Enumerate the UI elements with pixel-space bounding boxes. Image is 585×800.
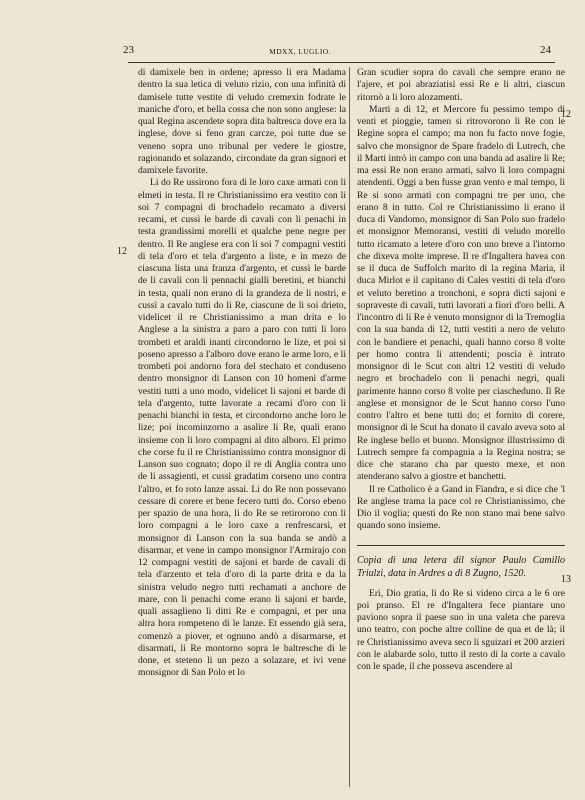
paragraph: Li do Re ussirono fora di le loro caxe armati con li elmeti in testa. Il re Christianissimo era vestito con li soi 7 compagni di brochadelo recamato a diversi recami, et cussì le barde di cavali con li penachi in testa grandissimi morelli et qualche pene negre per dentro. Il Re anglese era con li soi 7 compagni vestiti di tela d'oro et tela d'argento a liste, e in mezo de ciascuna lista una franza d'argento, et cussì le barde de li cavali con li pennachi gialli beretini, et bianchi in testa, quali non erano di la grandeza de li nostri, e cussì a cavalo tutti do li Re, ciascune de li soi drieto, videlicet il re Christianissimo a man drita e lo Anglese a la sinistra a paro a paro con tutti li loro trombeti et araldi inanti circondorno le lize, et poi si poseno apresso a l'alboro dove erano le arme loro, e li trombeti poi andorno fora del stechato et conduseno dentro monsignor di Lanson con 10 homeni d'arme vestiti tutti a uno modo, videlicet li sajoni et barde di tela d'argento, tutte lavorate a recami d'oro con li penachi bianchi in testa, et circondorno anche loro le lize; poi incominzorno a asalire li Re, quali erano insieme con li loro compagni al dito alboro. El primo che corse fu il re Christianissimo contra monsignor di Lanson suo cognato; dopo il re di Anglia contra uno de li assagienti, et cussì gradatim corseno uno contra l'altro, et fo roto lanze assai. Li do Re non possevano cessare di corere et bene fecero tutti do. Corso ebeno per spazio de una hora, li do Re se retirorono con li loro compagni a le loro caxe a renfrescarsi, et monsignor di Lanson con la sua banda se andò a disarmar, et vene in campo monsignor l'Armirajo con 12 compagni vestiti de sajoni et barde de cavali di tela d'arzento et tela d'oro di la parte drita e da la sinistra veludo negro tutti rechamati a anchore de mare, con li penachi come erano li sajoni et barde, quali assaglieno li ditti Re e compagni, et per una altra hora rompeteno di le lanze. Et essendo già sera, comenzò a piover, et ognuno andò a disarmarse, et disarmati, li Re montorno sopra le baltresche di le done, et steteno li un pezo a solazare, et ivi vene monsignor di San Polo et lo [138,177,346,679]
header-rule [128,62,555,63]
left-column [138,67,346,680]
margin-number-right-bottom: 13 [561,574,571,585]
paragraph: Gran scudier sopra do cavali che sempre erano ne l'ajere, et poi abraziatisi essi Re e li altri, ciascun ritornò a li loro alozamenti. [357,67,565,103]
margin-number-right-top: 12 [561,109,571,120]
right-column [357,67,565,673]
column-divider [349,67,350,787]
paragraph: di damixele ben in ordene; apresso li era Madama dentro la sua letica di veluto rizio, con una infinità di damisele tutte vestite di veludo cremexin fodrate le maniche d'oro, et bella cossa che non sono anglese: la qual Regina ascendete sopra dita baltresca dove era la inglese, dove si feno gran carcze, poi tutte due se veneno sopra uno tribunal per vedere le giostre, ragionando et solazando, circondate da gran signori et damixele favorite. [138,67,346,176]
page-number-left: 23 [123,44,134,56]
page-number-right: 24 [540,44,551,56]
letter-heading: Copia di una letera dil signor Paulo Camillo Triulzi, data in Ardres a dì 8 Zugno, 1520. [357,545,565,580]
margin-number-left: 12 [117,246,127,257]
paragraph: Eri, Dio gratia, li do Re si videno circa a le 6 ore poi pranso. El re d'Ingaltera fece piantare uno paviono sopra il paese suo in una valeta che pareva uno teatro, con poche altre colline de qua et de là; il re Christianissimo aveva seco li sguizari et 200 arzieri con le alabarde solo, tutto il resto di la corte a cavalo con le spade, il che posseva ascendere al [357,587,565,672]
paragraph: Il re Catholico è a Gand in Fiandra, e si dice che 'l Re anglese trama la pace col re Christianissimo, che Dio il voglia; questi do Re non stano mai bene salvo quando sono insieme. [357,483,565,532]
paragraph: Marti a dì 12, et Mercore fu pessimo tempo di venti et pioggie, tamen si ritrovorono li Re con le Regine sopra el campo; ma non fu facto nove fogie, salvo che monsignor de Spare fradelo di Lutrech, che il Marti intrò in campo con una banda ad asalire li Re; ma essi Re non erano armati, salvo li loro compagni atendenti. Oggi a ben fusse gran vento e mal tempo, li Re si sono armati con compagni tre per uno, che erano 8 in tutto. Col re Christianissimo li erano il duca di Vandomo, monsignor di San Polo suo fradelo et monsignor Memoransi, vestiti di veludo morello tutto ricamato a letere d'oro con uno breve a l'intorno che dixeva molte imprese. Il re d'Ingaltera havea con se il duca de Suffolch marito di la regina Maria, il duca Mirlot e il capitano di Cales vestiti di tela d'oro et veluto beretino a tronchoni, e sopra dicti sajoni e sopraveste di cavali, tutti lavorati a fiori d'oro belli. A l'incontro di li Re è venuto monsignor di la Tremoglia con la sua banda di 12, tutti vestiti a nero de veluto con le bandiere et penachi, quali hanno corso 8 volte per homo contra li attendenti; poscia è intrato monsignor di le Scut con altri 12 vestiti di veludo negro et brochadelo con li penachi negri, quali parimente hanno corso 8 volte per ciascheduno. Il Re anglese et monsignor de le Scut hanno corso l'uno contro l'altro et bene tutti do; et fornito di corere, monsignor di le Scut ha donato il cavalo aveva soto al Re inglese bello et buono. Monsignor illustrissimo di Lutrech sempre fa compagnia a la Regina nostra; se dice che starano cha par questo mexe, et non atenderano salvo a giostre et banchetti. [357,103,565,483]
running-title: MDXX, LUGLIO. [269,47,331,56]
